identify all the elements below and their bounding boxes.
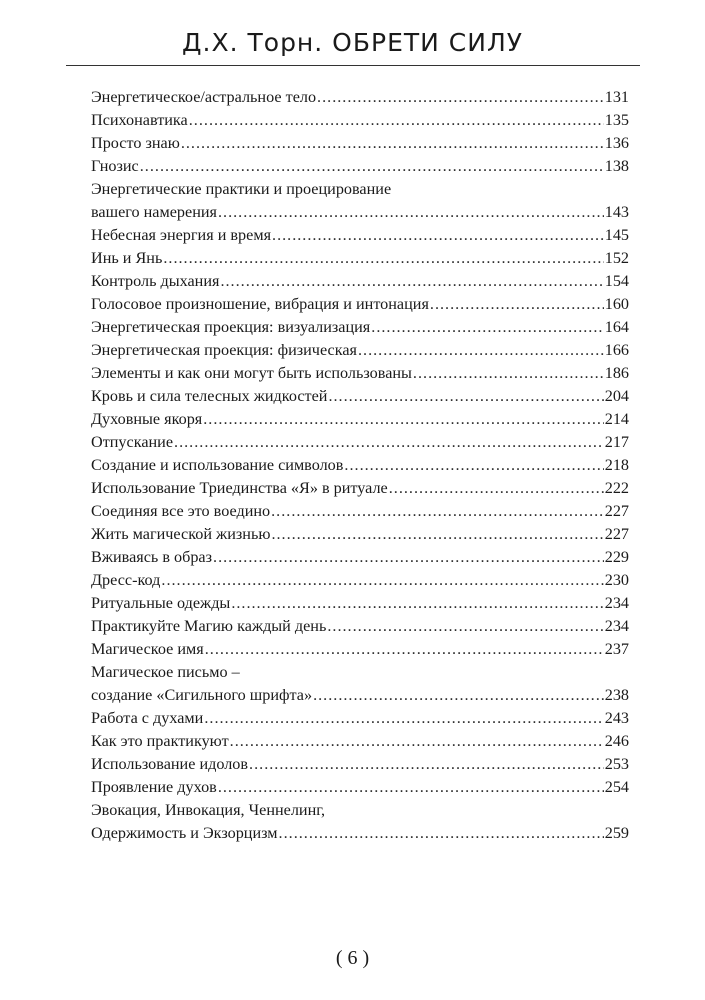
header-rule bbox=[66, 65, 640, 66]
dot-leader bbox=[413, 362, 604, 385]
toc-entry-page: 259 bbox=[604, 824, 629, 842]
toc-entry-title: Вживаясь в образ bbox=[91, 548, 213, 566]
dot-leader bbox=[430, 293, 604, 316]
toc-entry-page: 253 bbox=[604, 755, 629, 773]
toc-entry-line bbox=[91, 132, 629, 155]
toc-entry-page: 246 bbox=[604, 732, 629, 750]
toc-entry bbox=[91, 500, 629, 523]
toc-entry-page: 237 bbox=[604, 640, 629, 658]
toc-entry-line bbox=[91, 224, 629, 247]
dot-leader bbox=[174, 431, 604, 454]
toc-entry-page: 154 bbox=[604, 272, 629, 290]
toc-entry-page: 243 bbox=[604, 709, 629, 727]
toc-entry-page: 218 bbox=[604, 456, 629, 474]
toc-entry-title: создание «Сигильного шрифта» bbox=[91, 686, 313, 704]
toc-entry-line bbox=[91, 822, 629, 845]
toc-entry bbox=[91, 109, 629, 132]
toc-entry bbox=[91, 638, 629, 661]
toc-entry-page: 160 bbox=[604, 295, 629, 313]
toc-entry-title: Практикуйте Магию каждый день bbox=[91, 617, 327, 635]
toc-entry-page: 152 bbox=[604, 249, 629, 267]
toc-entry bbox=[91, 615, 629, 638]
dot-leader bbox=[218, 776, 604, 799]
toc-entry-line bbox=[91, 776, 629, 799]
toc-entry bbox=[91, 730, 629, 753]
toc-entry bbox=[91, 454, 629, 477]
toc-entry-title: Работа с духами bbox=[91, 709, 204, 727]
toc-entry-title: Жить магической жизнью bbox=[91, 525, 271, 543]
toc-entry-line bbox=[91, 477, 629, 500]
toc-entry-line bbox=[91, 201, 629, 224]
dot-leader bbox=[163, 247, 603, 270]
toc-entry-title: Кровь и сила телесных жидкостей bbox=[91, 387, 328, 405]
toc-entry-page: 227 bbox=[604, 525, 629, 543]
toc-entry bbox=[91, 592, 629, 615]
dot-leader bbox=[313, 684, 604, 707]
toc-entry bbox=[91, 408, 629, 431]
toc-entry-page: 138 bbox=[604, 157, 629, 175]
toc-entry-line bbox=[91, 362, 629, 385]
running-header: Д.Х. Торн. ОБРЕТИ СИЛУ bbox=[182, 28, 523, 57]
toc-entry bbox=[91, 316, 629, 339]
toc-entry-page: 143 bbox=[604, 203, 629, 221]
toc-entry-title: Просто знаю bbox=[91, 134, 180, 152]
toc-entry bbox=[91, 707, 629, 730]
toc-entry-line bbox=[91, 454, 629, 477]
toc-entry-line bbox=[91, 638, 629, 661]
toc-entry-line bbox=[91, 155, 629, 178]
dot-leader bbox=[230, 730, 604, 753]
toc-entry bbox=[91, 339, 629, 362]
toc-entry-page: 222 bbox=[604, 479, 629, 497]
dot-leader bbox=[161, 569, 603, 592]
toc-entry bbox=[91, 155, 629, 178]
toc-entry-line bbox=[91, 293, 629, 316]
toc-entry bbox=[91, 178, 629, 224]
dot-leader bbox=[328, 385, 603, 408]
toc-entry-line bbox=[91, 339, 629, 362]
dot-leader bbox=[389, 477, 604, 500]
toc-entry-title: Энергетическая проекция: физическая bbox=[91, 341, 357, 359]
toc-entry-title: Небесная энергия и время bbox=[91, 226, 272, 244]
toc-entry-title-line: Эвокация, Инвокация, Ченнелинг, bbox=[91, 801, 326, 819]
toc-entry bbox=[91, 362, 629, 385]
toc-entry-page: 131 bbox=[604, 88, 629, 106]
dot-leader bbox=[189, 109, 604, 132]
toc-entry-line bbox=[91, 270, 629, 293]
toc-entry-title: Энергетическая проекция: визуализация bbox=[91, 318, 371, 336]
dot-leader bbox=[213, 546, 604, 569]
toc-entry-line bbox=[91, 408, 629, 431]
toc-entry bbox=[91, 293, 629, 316]
dot-leader bbox=[220, 270, 603, 293]
toc-entry bbox=[91, 385, 629, 408]
toc-entry-page: 217 bbox=[604, 433, 629, 451]
toc-entry-line bbox=[91, 730, 629, 753]
toc-entry bbox=[91, 477, 629, 500]
dot-leader bbox=[140, 155, 604, 178]
toc-entry bbox=[91, 86, 629, 109]
toc-entry-page: 229 bbox=[604, 548, 629, 566]
toc-entry-title: Инь и Янь bbox=[91, 249, 163, 267]
toc-entry-title: вашего намерения bbox=[91, 203, 217, 221]
toc-entry-page: 238 bbox=[604, 686, 629, 704]
toc-entry-page: 227 bbox=[604, 502, 629, 520]
dot-leader bbox=[271, 500, 604, 523]
toc-entry-line bbox=[91, 592, 629, 615]
toc-entry bbox=[91, 431, 629, 454]
toc-entry-page: 136 bbox=[604, 134, 629, 152]
toc-entry-title: Одержимость и Экзорцизм bbox=[91, 824, 278, 842]
toc-entry-title: Контроль дыхания bbox=[91, 272, 220, 290]
toc-entry-line bbox=[91, 385, 629, 408]
toc-entry-title-line: Магическое письмо – bbox=[91, 663, 240, 681]
toc-entry-title: Отпускание bbox=[91, 433, 174, 451]
toc-entry-title: Энергетическое/астральное тело bbox=[91, 88, 317, 106]
toc-entry-page: 135 bbox=[604, 111, 629, 129]
toc-entry bbox=[91, 247, 629, 270]
toc-entry-page: 186 bbox=[604, 364, 629, 382]
toc-entry-line bbox=[91, 109, 629, 132]
toc-entry-line bbox=[91, 753, 629, 776]
dot-leader bbox=[272, 224, 604, 247]
toc-entry-title: Создание и использование символов bbox=[91, 456, 344, 474]
dot-leader bbox=[204, 707, 603, 730]
dot-leader bbox=[371, 316, 603, 339]
toc-entry bbox=[91, 546, 629, 569]
toc-entry-page: 254 bbox=[604, 778, 629, 796]
toc-entry-title: Голосовое произношение, вибрация и интонация bbox=[91, 295, 429, 313]
dot-leader bbox=[249, 753, 604, 776]
toc-entry bbox=[91, 799, 629, 845]
toc-entry bbox=[91, 753, 629, 776]
toc-entry-title: Психонавтика bbox=[91, 111, 188, 129]
dot-leader bbox=[327, 615, 603, 638]
toc-entry-page: 214 bbox=[604, 410, 629, 428]
dot-leader bbox=[358, 339, 604, 362]
toc-entry-title: Магическое имя bbox=[91, 640, 204, 658]
toc-entry-line bbox=[91, 569, 629, 592]
dot-leader bbox=[271, 523, 603, 546]
dot-leader bbox=[317, 86, 604, 109]
toc-entry-line bbox=[91, 500, 629, 523]
toc-entry-title-line: Энергетические практики и проецирование bbox=[91, 180, 392, 198]
toc-entry-line bbox=[91, 316, 629, 339]
toc-entry-page: 145 bbox=[604, 226, 629, 244]
toc-entry bbox=[91, 569, 629, 592]
toc-entry-title: Использование Триединства «Я» в ритуале bbox=[91, 479, 388, 497]
toc-entry bbox=[91, 523, 629, 546]
toc-entry-line bbox=[91, 247, 629, 270]
toc-entry-line bbox=[91, 86, 629, 109]
toc-entry-title: Соединяя все это воедино bbox=[91, 502, 271, 520]
toc-entry-title: Гнозис bbox=[91, 157, 139, 175]
dot-leader bbox=[279, 822, 604, 845]
table-of-contents bbox=[91, 86, 629, 845]
toc-entry bbox=[91, 270, 629, 293]
toc-entry-title: Духовные якоря bbox=[91, 410, 203, 428]
toc-entry-title: Ритуальные одежды bbox=[91, 594, 231, 612]
toc-entry-title: Элементы и как они могут быть использованы bbox=[91, 364, 412, 382]
toc-entry-line bbox=[91, 615, 629, 638]
page-number: ( 6 ) bbox=[335, 947, 370, 969]
toc-entry-page: 234 bbox=[604, 594, 629, 612]
dot-leader bbox=[218, 201, 604, 224]
toc-entry-line bbox=[91, 431, 629, 454]
toc-entry-title: Дресс-код bbox=[91, 571, 161, 589]
dot-leader bbox=[181, 132, 604, 155]
toc-entry bbox=[91, 224, 629, 247]
toc-entry-page: 166 bbox=[604, 341, 629, 359]
toc-entry-line bbox=[91, 707, 629, 730]
toc-entry-page: 230 bbox=[604, 571, 629, 589]
toc-entry-page: 204 bbox=[604, 387, 629, 405]
dot-leader bbox=[203, 408, 603, 431]
toc-entry-page: 164 bbox=[604, 318, 629, 336]
toc-entry-line bbox=[91, 684, 629, 707]
toc-entry-title: Использование идолов bbox=[91, 755, 249, 773]
toc-entry-title: Проявление духов bbox=[91, 778, 217, 796]
dot-leader bbox=[344, 454, 603, 477]
toc-entry-page: 234 bbox=[604, 617, 629, 635]
dot-leader bbox=[205, 638, 604, 661]
dot-leader bbox=[231, 592, 603, 615]
toc-entry-title: Как это практикуют bbox=[91, 732, 229, 750]
toc-entry-line bbox=[91, 546, 629, 569]
toc-entry-line bbox=[91, 523, 629, 546]
toc-entry bbox=[91, 132, 629, 155]
toc-entry bbox=[91, 776, 629, 799]
toc-entry bbox=[91, 661, 629, 707]
